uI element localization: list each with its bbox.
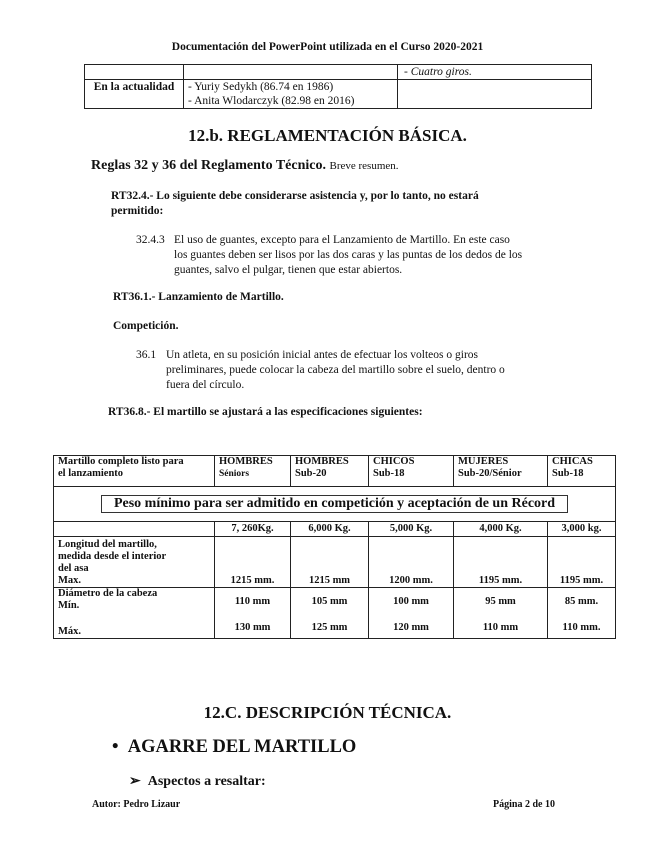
competition-heading: Competición. bbox=[113, 320, 179, 332]
bullet-heading: • AGARRE DEL MARTILLO bbox=[112, 737, 357, 757]
footer-author: Autor: Pedro Lizaur bbox=[92, 799, 181, 810]
table-cell: 110 mm 130 mm bbox=[215, 588, 291, 639]
table-cell: Martillo completo listo para el lanzamiento bbox=[54, 456, 215, 487]
weight-banner: Peso mínimo para ser admitido en competición y aceptación de un Récord bbox=[101, 495, 568, 513]
table-cell: 1200 mm. bbox=[369, 537, 454, 588]
table-cell: 1215 mm. bbox=[215, 537, 291, 588]
table-row bbox=[54, 487, 616, 522]
table-row bbox=[54, 588, 616, 639]
table-cell: MUJERES Sub-20/Sénior bbox=[454, 456, 548, 487]
arrow-bullet-icon: ➢ bbox=[129, 774, 148, 789]
paragraph-36-1: 36.1 Un atleta, en su posición inicial antes de efectuar los volteos o giros preliminares, puede colocar la cabeza del martillo sobre el suelo, dentro o fuera del círculo. bbox=[136, 349, 505, 391]
table-cell: En la actualidad bbox=[85, 80, 184, 109]
table-cell: Longitud del martillo, medida desde el interior del asa Max. bbox=[54, 537, 215, 588]
rt324-heading: RT32.4.- Lo siguiente debe considerarse asistencia y, por lo tanto, no estará permitido: bbox=[111, 190, 479, 217]
table-cell: 7, 260Kg. bbox=[215, 522, 291, 537]
section-title-c: 12.C. DESCRIPCIÓN TÉCNICA. bbox=[203, 703, 452, 722]
table-cell: CHICOS Sub-18 bbox=[369, 456, 454, 487]
table-cell: 6,000 Kg. bbox=[291, 522, 369, 537]
table-cell: 4,000 Kg. bbox=[454, 522, 548, 537]
rt368-heading: RT36.8.- El martillo se ajustará a las especificaciones siguientes: bbox=[108, 406, 423, 418]
paragraph-32-4-3: 32.4.3 El uso de guantes, excepto para el Lanzamiento de Martillo. En este caso los guantes deben ser lisos por las dos caras y las puntas de los dedos de los guantes, salvo el pulgar, tienen que estar abiertos. bbox=[136, 234, 523, 276]
table-cell: 95 mm 110 mm bbox=[454, 588, 548, 639]
table-cell: 100 mm 120 mm bbox=[369, 588, 454, 639]
table-cell bbox=[54, 487, 616, 522]
table-cell: CHICAS Sub-18 bbox=[548, 456, 616, 487]
table-cell: 5,000 Kg. bbox=[369, 522, 454, 537]
table-row bbox=[54, 456, 616, 487]
rules-heading: Reglas 32 y 36 del Reglamento Técnico. Breve resumen. bbox=[91, 158, 399, 173]
table-cell: - Yuriy Sedykh (86.74 en 1986) - Anita Wlodarczyk (82.98 en 2016) bbox=[184, 80, 398, 109]
table-cell: 1195 mm. bbox=[548, 537, 616, 588]
table-row bbox=[54, 537, 616, 588]
table-cell: - Cuatro giros. bbox=[398, 65, 592, 80]
hammer-spec-table bbox=[53, 455, 616, 639]
footer-page: Página 2 de 10 bbox=[493, 799, 555, 810]
table-cell: HOMBRES Sub-20 bbox=[291, 456, 369, 487]
table-cell: 3,000 kg. bbox=[548, 522, 616, 537]
table-cell: 85 mm. 110 mm. bbox=[548, 588, 616, 639]
table-cell: HOMBRES Séniors bbox=[215, 456, 291, 487]
table-cell: 1195 mm. bbox=[454, 537, 548, 588]
table-row bbox=[85, 65, 592, 80]
bullet-dot-icon: • bbox=[112, 737, 128, 757]
table-cell: Diámetro de la cabeza Mín. Máx. bbox=[54, 588, 215, 639]
page-header: Documentación del PowerPoint utilizada en el Curso 2020-2021 bbox=[171, 41, 484, 53]
rt361-heading: RT36.1.- Lanzamiento de Martillo. bbox=[113, 291, 284, 303]
table-cell: 1215 mm bbox=[291, 537, 369, 588]
sub-bullet: ➢ Aspectos a resaltar: bbox=[129, 774, 266, 789]
table-row bbox=[54, 522, 616, 537]
table-row bbox=[85, 80, 592, 109]
table-cell: 105 mm 125 mm bbox=[291, 588, 369, 639]
records-table bbox=[84, 64, 592, 109]
section-title: 12.b. REGLAMENTACIÓN BÁSICA. bbox=[188, 126, 467, 145]
